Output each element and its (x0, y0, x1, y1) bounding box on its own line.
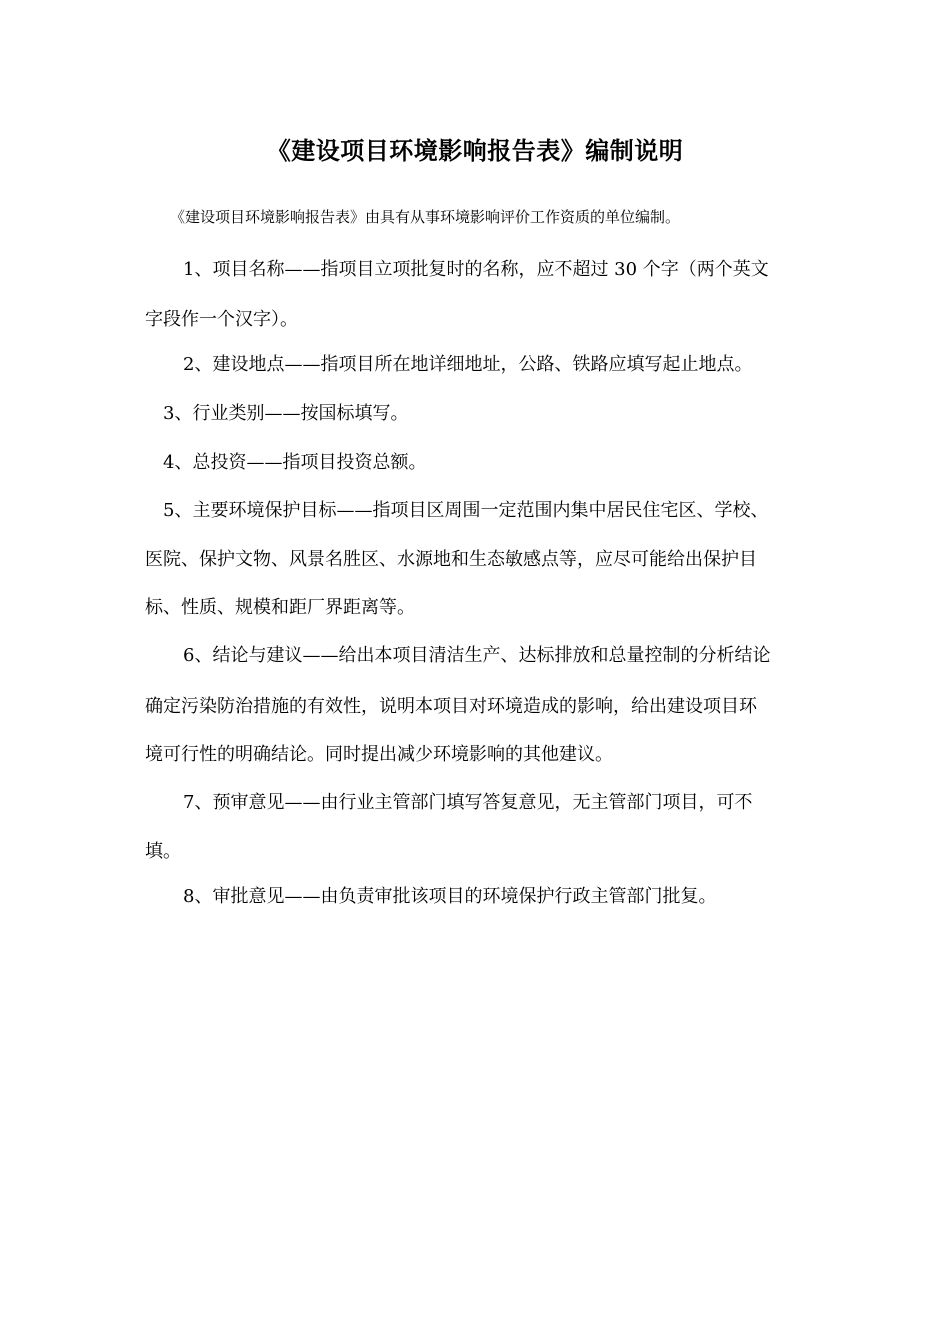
item-5-line-1: 5、主要环境保护目标——指项目区周围一定范围内集中居民住宅区、学校、 (163, 500, 769, 521)
item-5-line-2: 医院、保护文物、风景名胜区、水源地和生态敏感点等，应尽可能给出保护目 (145, 549, 757, 570)
item-1-line-2: 字段作一个汉字）。 (145, 309, 298, 330)
item-6-line-2: 确定污染防治措施的有效性，说明本项目对环境造成的影响，给出建设项目环 (145, 696, 757, 717)
item-5-line-3: 标、性质、规模和距厂界距离等。 (145, 597, 415, 618)
item-4-line-1: 4、总投资——指项目投资总额。 (163, 452, 427, 473)
item-8-line-1: 8、审批意见——由负责审批该项目的环境保护行政主管部门批复。 (183, 886, 717, 907)
document-title: 《建设项目环境影响报告表》编制说明 (266, 137, 684, 165)
item-1-line-1: 1、项目名称——指项目立项批复时的名称，应不超过 30 个字（两个英文 (183, 259, 769, 280)
item-7-line-2: 填。 (145, 841, 181, 862)
item-6-line-1: 6、结论与建议——给出本项目清洁生产、达标排放和总量控制的分析结论 (183, 645, 771, 666)
item-3-line-1: 3、行业类别——按国标填写。 (163, 403, 409, 424)
item-7-line-1: 7、预审意见——由行业主管部门填写答复意见，无主管部门项目，可不 (183, 792, 753, 813)
intro-paragraph: 《建设项目环境影响报告表》由具有从事环境影响评价工作资质的单位编制。 (170, 208, 681, 226)
item-2-line-1: 2、建设地点——指项目所在地详细地址，公路、铁路应填写起止地点。 (183, 354, 753, 375)
item-6-line-3: 境可行性的明确结论。同时提出减少环境影响的其他建议。 (145, 744, 613, 765)
